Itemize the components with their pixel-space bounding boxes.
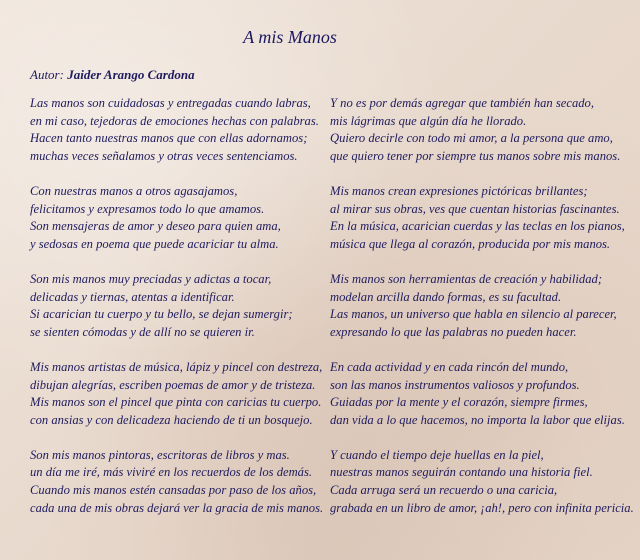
right-column <box>330 95 635 535</box>
poem-line: Cuando mis manos estén cansadas por paso de los años, <box>30 483 317 498</box>
stanza <box>30 359 330 429</box>
poem-line: Las manos son cuidadosas y entregadas cuando labras, <box>30 96 311 110</box>
poem-line: Y cuando el tiempo deje huellas en la piel, <box>330 447 544 462</box>
poem-line: muchas veces señalamos y otras veces sentenciamos. <box>30 148 298 163</box>
poem-line: Son mis manos muy preciadas y adictas a tocar, <box>30 271 272 286</box>
poem-line: felicitamos y expresamos todo lo que amamos. <box>30 201 265 216</box>
poem-line: un día me iré, más viviré en los recuerdos de los demás. <box>30 465 313 480</box>
poem-line: Hacen tanto nuestras manos que con ellas adornamos; <box>30 131 308 146</box>
poem-line: cada una de mis obras dejará ver la gracia de mis manos. <box>30 500 324 515</box>
poem-line: En cada actividad y en cada rincón del mundo, <box>330 359 569 374</box>
stanza <box>30 271 330 341</box>
poem-line: nuestras manos seguirán contando una historia fiel. <box>330 465 593 480</box>
poem-line: expresando lo que las palabras no pueden hacer. <box>330 324 577 339</box>
poem-line: dan vida a lo que hacemos, no importa la labor que elijas. <box>330 412 625 427</box>
poem-line: Mis manos crean expresiones pictóricas brillantes; <box>330 183 588 198</box>
poem-line: con ansias y con delicadeza haciendo de ti un bosquejo. <box>30 412 313 427</box>
poem-line: modelan arcilla dando formas, es su facultad. <box>330 289 562 304</box>
poem-line: Si acarician tu cuerpo y tu bello, se dejan sumergir; <box>30 307 293 322</box>
poem-line: música que llega al corazón, producida por mis manos. <box>330 236 611 251</box>
poem-line: Mis manos son el pincel que pinta con caricias tu cuerpo. <box>30 395 322 410</box>
stanza <box>30 183 330 253</box>
poem-line: Cada arruga será un recuerdo o una caricia, <box>330 483 558 498</box>
poem-line: Mis manos artistas de música, lápiz y pincel con destreza, <box>30 359 323 374</box>
stanza <box>330 447 635 517</box>
poem-line: delicadas y tiernas, atentas a identificar. <box>30 289 235 304</box>
poem-line: Guiadas por la mente y el corazón, siempre firmes, <box>330 395 588 410</box>
poem-line: Son mensajeras de amor y deseo para quien ama, <box>30 219 281 234</box>
poem-title: A mis Manos <box>243 27 337 47</box>
stanza <box>30 95 330 165</box>
stanza <box>30 447 330 517</box>
author-name: Jaider Arango Cardona <box>67 67 195 82</box>
poem-line: Son mis manos pintoras, escritoras de libros y mas. <box>30 447 290 462</box>
stanza <box>330 95 635 165</box>
poem-line: grabada en un libro de amor, ¡ah!, pero con infinita pericia. <box>330 500 634 515</box>
poem-line: se sienten cómodas y de allí no se quieren ir. <box>30 324 255 339</box>
poem-line: Las manos, un universo que habla en silencio al parecer, <box>330 307 617 322</box>
poem-line: Quiero decirle con todo mi amor, a la persona que amo, <box>330 131 613 146</box>
author-line <box>30 67 195 83</box>
poem-line: en mi caso, tejedoras de emociones hechas con palabras. <box>30 113 319 128</box>
poem-line: que quiero tener por siempre tus manos sobre mis manos. <box>330 148 621 163</box>
poem-line: Con nuestras manos a otros agasajamos, <box>30 183 238 198</box>
poem-line: dibujan alegrías, escriben poemas de amor y de tristeza. <box>30 377 316 392</box>
poem-line: mis lágrimas que algún día he llorado. <box>330 113 527 128</box>
author-label: Autor: <box>30 67 64 82</box>
left-column <box>30 95 330 535</box>
poem-line: son las manos instrumentos valiosos y profundos. <box>330 377 580 392</box>
poem-line: Mis manos son herramientas de creación y habilidad; <box>330 271 603 286</box>
stanza <box>330 271 635 341</box>
poem-line: En la música, acarician cuerdas y las teclas en los pianos, <box>330 219 625 234</box>
stanza <box>330 359 635 429</box>
poem-line: al mirar sus obras, ves que cuentan historias fascinantes. <box>330 201 620 216</box>
poem-line: Y no es por demás agregar que también han secado, <box>330 96 594 110</box>
stanza <box>330 183 635 253</box>
poem-line: y sedosas en poema que puede acariciar tu alma. <box>30 236 279 251</box>
